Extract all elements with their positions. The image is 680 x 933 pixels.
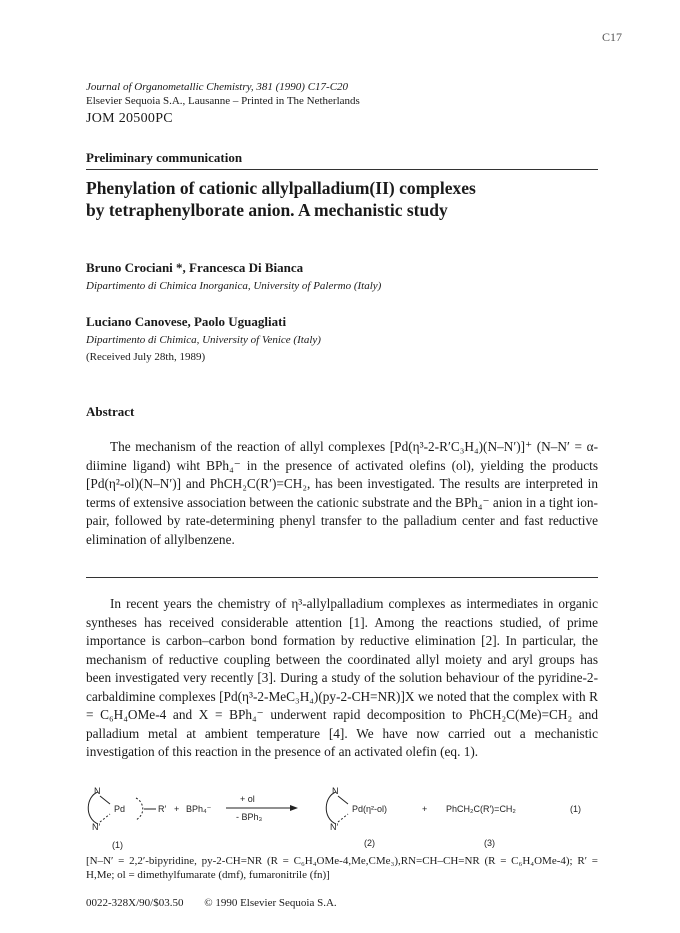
- compound-label-2: (2): [364, 838, 375, 848]
- publisher-line: Elsevier Sequoia S.A., Lausanne – Printed in The Netherlands: [86, 95, 360, 107]
- affiliation-1: Dipartimento di Chimica Inorganica, University of Palermo (Italy): [86, 280, 382, 292]
- bond-n-pd: [100, 796, 110, 804]
- product-3-formula: PhCH₂C(R′)=CH₂: [446, 804, 516, 814]
- atom-r: R′: [158, 804, 167, 814]
- author-line-1: Bruno Crociani *, Francesca Di Bianca: [86, 260, 304, 275]
- abstract-paragraph: The mechanism of the reaction of allyl complexes [Pd(η³-2-R′C₃H₄)(N–N′)]⁺ (N–N′ = α-diimine ligand) wiht BPh₄⁻ in the presence of activated olefins (ol), yielding the products [Pd(η²-ol)(N–N′)] and PhCH₂C(R′)=CH₂, has been investigated. The results are interpreted in terms of extensive association between the cationic substrate and the BPh₄⁻ anion in a tight ion-pair, followed by rate-determining phenyl transfer to the palladium center and fast reductive elimination of allylbenzene.: [86, 439, 598, 547]
- atom-pd: Pd: [114, 804, 126, 814]
- bond-nprime-pd-2: [338, 814, 348, 822]
- body-text: [86, 595, 598, 762]
- plus-sign-2: +: [422, 804, 428, 814]
- paper-title: [86, 177, 606, 221]
- compound-label-1: (1): [112, 840, 123, 850]
- title-line-2: by tetraphenylborate anion. A mechanistic study: [86, 200, 448, 220]
- abstract-text: [86, 438, 598, 549]
- reaction-arrowhead: [290, 805, 298, 811]
- body-paragraph: In recent years the chemistry of η³-allylpalladium complexes as intermediates in organic syntheses has received considerable attention [1]. Among the reactions studied, of prime importance is carbon–carbon bond formation by reductive elimination [2]. In particular, the mechanism of reductive coupling between the coordinated allyl moiety and aryl groups has been investigated very recently [3]. During a study of the solution behaviour of the pyridine-2-carbaldimine complexes [Pd(η³-2-MeC₃H₄)(py-2-CH=NR)]X we noted that the complex with R = C₆H₄OMe-4 and X = BPh₄⁻ underwent rapid decomposition to PhCH₂C(Me)=CH₂ and palladium metal at ambient temperature [4]. We have now carried out a mechanistic investigation of this reaction in the presence of an activated olefin (eq. 1).: [86, 596, 598, 759]
- reaction-scheme: [78, 782, 608, 854]
- plus-sign-1: +: [174, 804, 180, 814]
- journal-citation: Journal of Organometallic Chemistry, 381 (1990) C17-C20: [86, 81, 349, 93]
- jom-code: JOM 20500PC: [86, 111, 173, 126]
- bottom-line: [86, 897, 355, 909]
- bond-n-pd-2: [338, 796, 348, 804]
- section-label: Preliminary communication: [86, 150, 243, 165]
- abstract-divider: [86, 577, 598, 578]
- issn-price: 0022-328X/90/$03.50: [86, 897, 184, 909]
- bond-nprime-pd: [100, 814, 110, 822]
- atom-n-2: N: [332, 786, 339, 796]
- arrow-top-label: + ol: [240, 794, 255, 804]
- diimine-ring-2: [326, 792, 336, 824]
- product-2-formula: Pd(η²-ol): [352, 804, 388, 814]
- equation-number: (1): [570, 804, 581, 814]
- diimine-ring-1: [88, 792, 98, 824]
- atom-n-prime: N′: [92, 822, 101, 832]
- arrow-bottom-label: - BPh₃: [236, 812, 263, 822]
- author-line-2: Luciano Canovese, Paolo Uguagliati: [86, 314, 287, 329]
- abstract-heading: Abstract: [86, 404, 135, 419]
- page-number: C17: [601, 30, 622, 44]
- header-divider: [86, 169, 598, 170]
- copyright: © 1990 Elsevier Sequoia S.A.: [204, 897, 337, 909]
- atom-n: N: [94, 786, 101, 796]
- allyl-ligand: [136, 798, 143, 820]
- atom-n-prime-2: N′: [330, 822, 339, 832]
- scheme-footnote: [N–N′ = 2,2′-bipyridine, py-2-CH=NR (R = C₆H₄OMe-4,Me,CMe₃),RN=CH–CH=NR (R = C₆H₄OMe-4); R′ = H,Me; ol = dimethylfumarate (dmf), fumaronitrile (fn)]: [86, 855, 598, 881]
- reagent-bph4: BPh₄⁻: [186, 804, 212, 814]
- compound-label-3: (3): [484, 838, 495, 848]
- received-date: (Received July 28th, 1989): [86, 351, 206, 363]
- affiliation-2: Dipartimento di Chimica, University of Venice (Italy): [86, 334, 321, 346]
- title-line-1: Phenylation of cationic allylpalladium(II) complexes: [86, 178, 476, 198]
